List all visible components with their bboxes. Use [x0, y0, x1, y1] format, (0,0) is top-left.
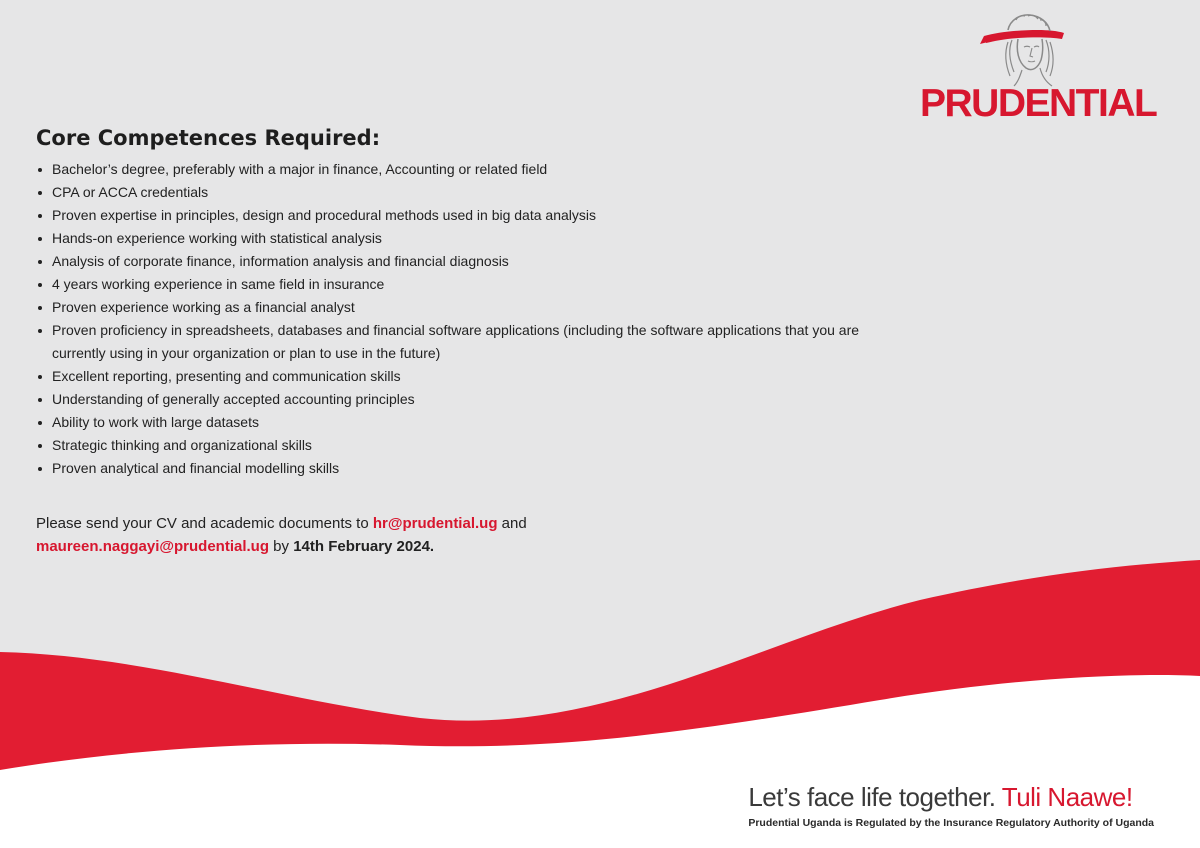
requirements-heading: Core Competences Required: — [36, 126, 381, 150]
requirements-section — [36, 124, 916, 480]
application-deadline: 14th February 2024. — [293, 538, 435, 555]
slogan-main: Let’s face life together. — [748, 782, 1002, 812]
list-item: Ability to work with large datasets — [36, 411, 916, 434]
list-item: Bachelor’s degree, preferably with a major in finance, Accounting or related field — [36, 158, 916, 181]
list-item: Strategic thinking and organizational skills — [36, 434, 916, 457]
brand-wordmark: PRUDENTIAL — [920, 82, 1157, 125]
application-by: by — [269, 538, 294, 555]
hr-email-link[interactable]: hr@prudential.ug — [372, 515, 498, 532]
maureen-email-link[interactable]: maureen.naggayi@prudential.ug — [36, 538, 269, 555]
application-and: and — [497, 515, 527, 532]
prudence-head-emblem — [978, 10, 1068, 88]
application-instructions — [36, 512, 736, 558]
list-item: 4 years working experience in same field in insurance — [36, 273, 916, 296]
regulation-note: Prudential Uganda is Regulated by the Insurance Regulatory Authority of Uganda — [748, 817, 1154, 829]
prudential-logo — [918, 10, 1158, 125]
slogan — [748, 784, 1154, 810]
list-item: CPA or ACCA credentials — [36, 181, 916, 204]
requirements-list — [36, 158, 916, 480]
slogan-accent: Tuli Naawe! — [1001, 782, 1133, 812]
list-item: Proven experience working as a financial analyst — [36, 296, 916, 319]
list-item: Proven proficiency in spreadsheets, databases and financial software applications (including the software applications that you are currently using in your organization or plan to use in the future) — [36, 319, 916, 365]
list-item: Proven analytical and financial modelling skills — [36, 457, 916, 480]
list-item: Excellent reporting, presenting and communication skills — [36, 365, 916, 388]
application-intro: Please send your CV and academic documents to — [36, 515, 373, 532]
list-item: Hands-on experience working with statistical analysis — [36, 227, 916, 250]
footer-tagline — [748, 784, 1154, 829]
list-item: Analysis of corporate finance, information analysis and financial diagnosis — [36, 250, 916, 273]
list-item: Proven expertise in principles, design and procedural methods used in big data analysis — [36, 204, 916, 227]
list-item: Understanding of generally accepted accounting principles — [36, 388, 916, 411]
